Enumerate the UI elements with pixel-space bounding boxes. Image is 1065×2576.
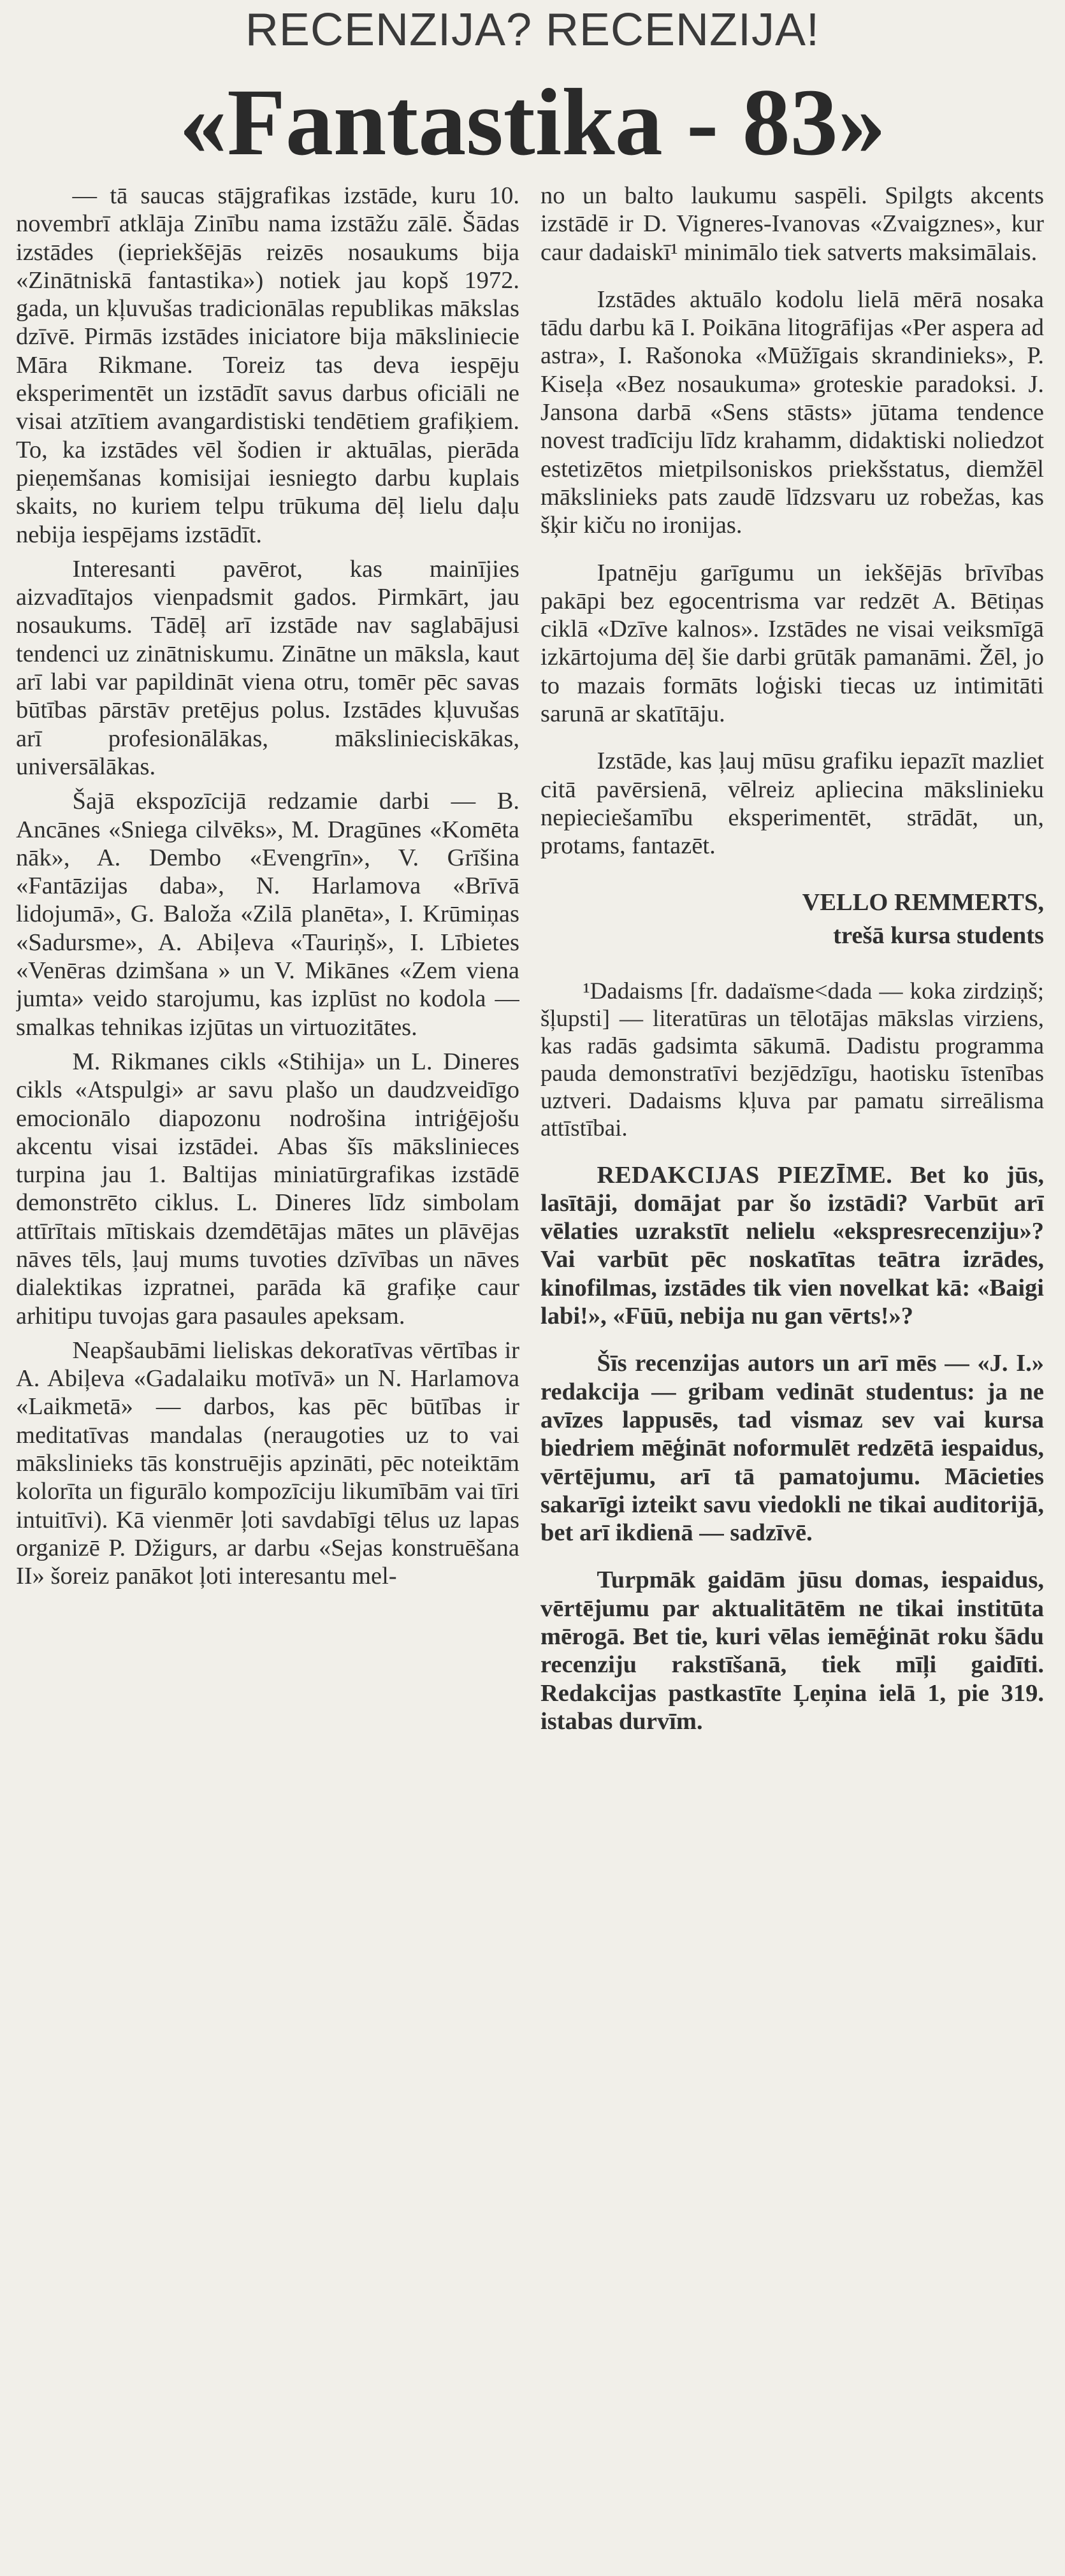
paragraph-core: Izstādes aktuālo kodolu lielā mērā nosaka tādu darbu kā I. Poikāna litogrāfijas «Per aspera ad astra», I. Rašonoka «Mūžīgais skrandinieks», P. Kiseļa «Bez nosaukuma» groteskie paradoksi. J. Jansona darbā «Sens stāsts» jūtama tendence novest tradīciju līdz krahamm, didaktiski noliedzot estetizētos mietpilsoniskos priekšstatus, diemžēl mākslinieks pats zaudē līdzsvaru uz robežas, kas šķir kiču no ironijas. — [540, 286, 1044, 539]
paragraph-cycles: M. Rikmanes cikls «Stihija» un L. Dineres cikls «Atspulgi» ar savu plašo un daudzveidīgo emocionālo diapozonu nodrošina intriģējošu akcentu visai izstādei. Abas šīs mākslinieces turpina jau 1. Baltijas miniatūrgrafikas izstādē demonstrēto ciklus. L. Dineres līdz simbolam attīrītais mītiskais dzemdētājas mātes un plāvējas nāves tēls, ļauj mums tuvoties dzīvības un nāves dialektikas izpratnei, parāda kā grafiķe caur arhitipu tuvojas gara pasaules apeksam. — [16, 1048, 519, 1329]
editorial-text-3: Turpmāk gaidām jūsu domas, iespaidus, vērtējumu par aktualitātēm ne tikai institūta mērogā. Bet tie, kuri vēlas iemēģināt roku šādu recenziju rakstīšanā, tiek mīļi gaidīti. Redakcijas pastkastīte Ļeņina ielā 1, pie 319. istabas durvīm. — [540, 1567, 1044, 1735]
right-column — [540, 182, 1044, 2565]
section-kicker: RECENZIJA? RECENZIJA! — [245, 4, 820, 55]
paragraph-changes: Interesanti pavērot, kas mainījies aizvadītajos vienpadsmit gados. Pirmkārt, jau nosaukums. Tādēļ arī izstāde nav saglabājusi tendenci uz zinātniskumu. Zinātne un māksla, kaut arī labi var papildināt viena otru, tomēr pēc savas būtības pārstāv pretējus polus. Izstādes kļuvušas arī profesionālākas, mākslinieciskākas, universālākas. — [16, 555, 519, 780]
article-headline: «Fantastika - 83» — [179, 69, 886, 175]
paragraph-continued: no un balto laukumu saspēli. Spilgts akcents izstādē ir D. Vigneres-Ivanovas «Zvaigznes», kur caur dadaiskī¹ minimālo tiek satverts maksimālais. — [540, 182, 1044, 266]
footnote-dadaism: ¹Dadaisms [fr. dadaïsme<dada — koka zirdziņš; šļupsti] — literatūras un tēlotājas mākslas virziens, kas radās gadsimta sākumā. Dadistu programma pauda demonstratīvi bezjēdzīgu, haotisku īstenības uztveri. Dadaisms kļuva par pamatu sirreālisma attīstībai. — [540, 978, 1044, 1141]
editorial-text-2: Šīs recenzijas autors un arī mēs — «J. I.» redakcija — gribam vedināt studentus: ja ne avīzes lappusēs, tad vismaz sev vai kursa biedriem mēģināt noformulēt redzētā iespaidus, vērtējumu, arī tā pamatojumu. Mācieties sakarīgi izteikt savu viedokli ne tikai auditorijā, bet arī ikdienā — sadzīvē. — [540, 1350, 1044, 1547]
editorial-note — [540, 1161, 1044, 1331]
paragraph-exposition: Šajā ekspozīcijā redzamie darbi — B. Ancānes «Sniega cilvēks», M. Dragūnes «Komēta nāk», A. Dembo «Evengrīn», V. Grīšina «Fantāzijas daba», N. Harlamova «Brīvā lidojumā», G. Baloža «Zilā planēta», I. Krūmiņas «Sadursme», A. Abiļeva «Tauriņš», I. Lībietes «Venēras dzimšana » un V. Mikānes «Zem viena jumta» veido starojumu, kas izplūst no kodola — smalkas tehnikas izjūtas un virtuozitātes. — [16, 788, 519, 1041]
paragraph-spirituality: Ipatnēju garīgumu un iekšējās brīvības pakāpi bez egocentrisma var redzēt A. Bētiņas ciklā «Dzīve kalnos». Izstādes ne visai veiksmīgā izkārtojuma dēļ šie darbi grūtāk pamanāmi. Žēl, jo to mazais formāts loģiski tiecas uz intimitāti sarunā ar skatītāju. — [540, 559, 1044, 728]
paragraph-intro: — tā saucas stājgrafikas izstāde, kuru 10. novembrī atklāja Zinību nama izstāžu zālē. Šādas izstādes (iepriekšējās reizēs nosaukums bija «Zinātniskā fantastika») notiek jau kopš 1972. gada, un kļuvušas tradicionālas republikas mākslas dzīvē. Pirmās izstādes iniciatore bija mākslinieciе Māra Rikmane. Toreiz tas deva iespēju eksperimentēt un izstādīt savus darbus oficiāli ne visai atzītiem avangardistiski tendētiem grafiķiem. To, ka izstādes vēl šodien ir aktuālas, pierāda pieņemšanas komisijai iesniegto darbu kuplais skaits, no kuriem telpu trūkuma dēļ lielu daļu nebija iespējams izstādīt. — [16, 182, 519, 548]
author-signature — [540, 886, 1044, 952]
editorial-text-1: Bet ko jūs, lasītāji, domājat par šo izstādi? Varbūt arī vēlaties uzrakstīt nelielu «ekspresrecenziju»? Vai varbūt pēc noskatītas teātra izrādes, kinofilmas, izstādes tik vien novelkat kā: «Baigi labi!», «Fūū, nebija nu gan vērts!»? — [540, 1161, 1044, 1330]
paragraph-decorative: Neapšaubāmi lieliskas dekoratīvas vērtības ir A. Abiļeva «Gadalaiku motīvā» un N. Harlamova «Laikmetā» — darbos, kas pēc būtības ir meditatīvas mandalas (neraugoties uz to vai mākslinieks tās konstruējis apzināti, pēc noteiktām kolorīta un figurālo kompozīciju likumībām vai tīri intuitīvi). Kā vienmēr ļoti savdabīgi tēlus uz lapas organizē P. Džigurs, ar darbu «Sejas konstruēšana II» šoreiz panākot ļoti interesantu mel- — [16, 1336, 519, 1590]
paragraph-conclusion: Izstāde, kas ļauj mūsu grafiku iepazīt mazliet citā pavērsienā, vēlreiz apliecina mākslinieku nepieciešamību eksperimentēt, strādāt, un, protams, fantazēt. — [540, 748, 1044, 860]
author-name: VELLO REMMERTS, — [802, 888, 1044, 916]
author-role: trešā kursa students — [833, 922, 1044, 949]
left-column — [16, 182, 519, 2565]
editorial-label: REDAKCIJAS PIEZĪME. — [597, 1161, 893, 1189]
